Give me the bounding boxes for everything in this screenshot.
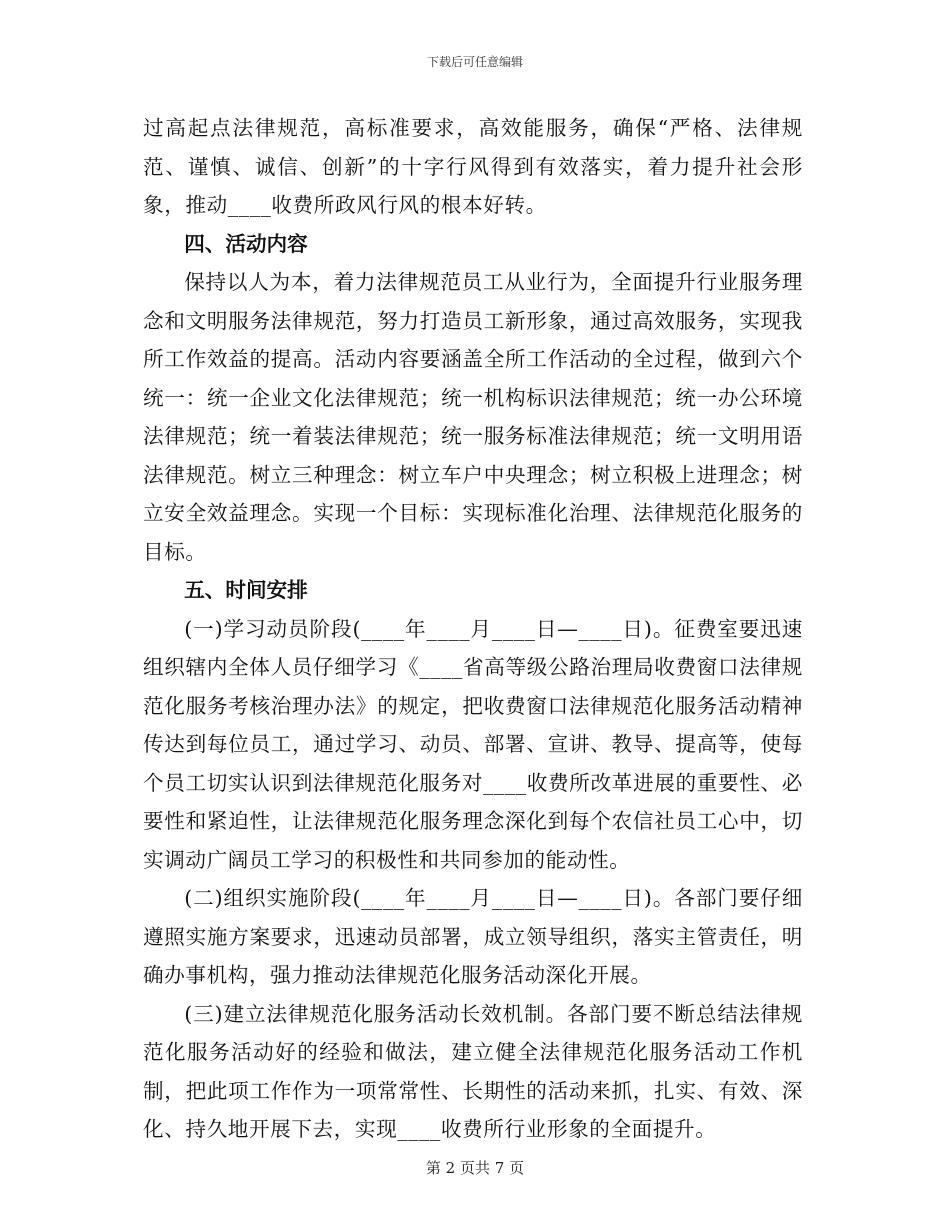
paragraph-stage-one: (一)学习动员阶段(____年____月____日—____日)。征费室要迅速组织辖内全体人员仔细学习《____省高等级公路治理局收费窗口法律规范化服务考核治理办法》的规定，把收费窗口法律规范化服务活动精神传达到每位员工，通过学习、动员、部署、宣讲、教导、提高等，使每个员工切实认识到法律规范化服务对____收费所改革进展的重要性、必要性和紧迫性，让法律规范化服务理念深化到每个农信社员工心中，切实调动广阔员工学习的积极性和共同参加的能动性。 <box>143 616 803 872</box>
document-body <box>143 109 803 1149</box>
paragraph-stage-three: (三)建立法律规范化服务活动长效机制。各部门要不断总结法律规范化服务活动好的经验和做法，建立健全法律规范化服务活动工作机制，把此项工作作为一项常常性、长期性的活动来抓，扎实、有效、深化、持久地开展下去，实现____收费所行业形象的全面提升。 <box>143 1001 803 1141</box>
page-number: 第 2 页共 7 页 <box>425 1159 525 1177</box>
paragraph-stage-two: (二)组织实施阶段(____年____月____日—____日)。各部门要仔细遵照实施方案要求，迅速动员部署，成立领导组织，落实主管责任，明确办事机构，强力推动法律规范化服务活动深化开展。 <box>143 886 803 987</box>
section-heading-schedule: 五、时间安排 <box>184 578 308 602</box>
section-heading-activity-content: 四、活动内容 <box>184 231 308 256</box>
page-header: 下载后可任意编辑 <box>426 55 523 69</box>
paragraph-activity-content: 保持以人为本，着力法律规范员工从业行为，全面提升行业服务理念和文明服务法律规范，努力打造员工新形象，通过高效服务，实现我所工作效益的提高。活动内容要涵盖全所工作活动的全过程，做到六个统一：统一企业文化法律规范；统一机构标识法律规范；统一办公环境法律规范；统一着装法律规范；统一服务标准法律规范；统一文明用语法律规范。树立三种理念：树立车户中央理念；树立积极上进理念；树立安全效益理念。实现一个目标：实现标准化治理、法律规范化服务的目标。 <box>143 270 803 564</box>
paragraph-continuation: 过高起点法律规范，高标准要求，高效能服务，确保“严格、法律规范、谨慎、诚信、创新”的十字行风得到有效落实，着力提升社会形象，推动____收费所政风行风的根本好转。 <box>143 116 803 217</box>
